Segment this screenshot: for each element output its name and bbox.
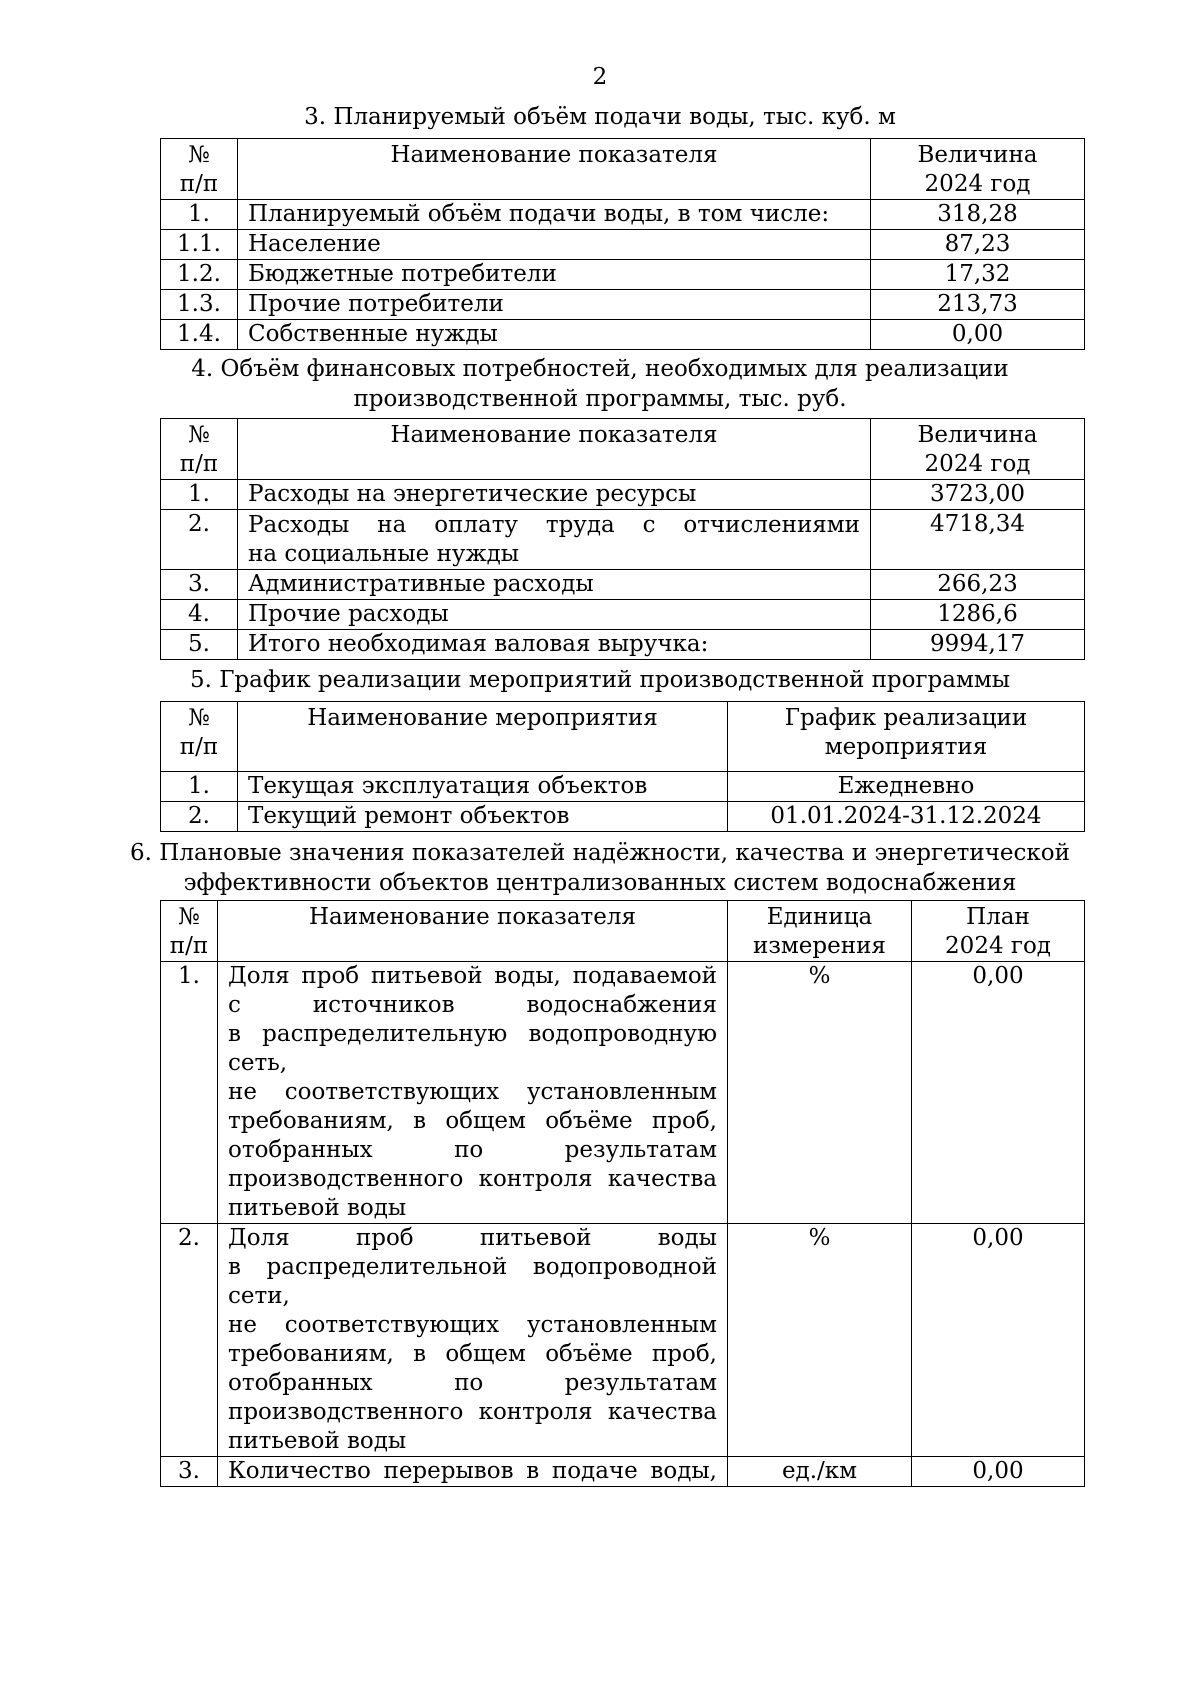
row-plan: 0,00 [912, 962, 1085, 1224]
table-row [161, 1224, 1085, 1457]
header-plan: План 2024 год [912, 901, 1085, 962]
header-schedule: График реализации мероприятия [728, 702, 1085, 772]
table-row [161, 1457, 1085, 1487]
row-name: Прочие потребители [238, 290, 871, 320]
table-row [161, 772, 1085, 802]
header-name: Наименование показателя [238, 139, 871, 200]
row-value: 0,00 [871, 320, 1085, 350]
row-num: 5. [161, 630, 238, 660]
header-num: № п/п [161, 419, 238, 480]
table-header-row [161, 139, 1085, 200]
row-name: Бюджетные потребители [238, 260, 871, 290]
row-unit: ед./км [728, 1457, 912, 1487]
header-value: Величина 2024 год [871, 139, 1085, 200]
table-row [161, 200, 1085, 230]
row-unit: % [728, 962, 912, 1224]
table-header-row [161, 901, 1085, 962]
row-name: Текущая эксплуатация объектов [238, 772, 728, 802]
row-value: 213,73 [871, 290, 1085, 320]
row-num: 2. [161, 1224, 218, 1457]
table-row [161, 290, 1085, 320]
row-value: 9994,17 [871, 630, 1085, 660]
table-row [161, 630, 1085, 660]
table-row [161, 510, 1085, 570]
table-row [161, 260, 1085, 290]
section4-title: 4. Объём финансовых потребностей, необходимых для реализации производственной программы, тыс. руб. [191, 356, 1009, 412]
header-value: Величина 2024 год [871, 419, 1085, 480]
row-num: 1.1. [161, 230, 238, 260]
row-name: Административные расходы [238, 570, 871, 600]
section5-title: 5. График реализации мероприятий производственной программы [189, 667, 1011, 693]
row-plan: 0,00 [912, 1457, 1085, 1487]
row-name: Итого необходимая валовая выручка: [238, 630, 871, 660]
table-row [161, 320, 1085, 350]
header-name: Наименование мероприятия [238, 702, 728, 772]
table-row [161, 802, 1085, 832]
row-name: Текущий ремонт объектов [238, 802, 728, 832]
row-num: 2. [161, 510, 238, 570]
row-name: Население [238, 230, 871, 260]
row-num: 1. [161, 480, 238, 510]
header-name: Наименование показателя [238, 419, 871, 480]
row-name: Расходы на оплату труда с отчислениями на социальные нужды [238, 510, 871, 570]
row-num: 1.4. [161, 320, 238, 350]
table-header-row [161, 702, 1085, 772]
row-name: Доля проб питьевой воды в распределительной водопроводной сети, не соответствующих установленным требованиям, в общем объёме проб, отобранных по результатам производственного контроля качества питьевой воды [218, 1224, 728, 1457]
row-name: Расходы на энергетические ресурсы [238, 480, 871, 510]
table-header-row [161, 419, 1085, 480]
row-num: 1. [161, 962, 218, 1224]
row-num: 4. [161, 600, 238, 630]
page-number: 2 [592, 64, 608, 90]
table-row [161, 570, 1085, 600]
row-value: 318,28 [871, 200, 1085, 230]
section3-title: 3. Планируемый объём подачи воды, тыс. куб. м [304, 104, 896, 130]
row-value: 266,23 [871, 570, 1085, 600]
header-num: № п/п [161, 901, 218, 962]
row-num: 1. [161, 200, 238, 230]
row-value: 87,23 [871, 230, 1085, 260]
row-schedule: 01.01.2024-31.12.2024 [728, 802, 1085, 832]
section6-table [160, 900, 1085, 1487]
row-num: 1.2. [161, 260, 238, 290]
row-name: Собственные нужды [238, 320, 871, 350]
row-num: 3. [161, 570, 238, 600]
row-name: Доля проб питьевой воды, подаваемой с источников водоснабжения в распределительную водопроводную сеть, не соответствующих установленным требованиям, в общем объёме проб, отобранных по результатам производственного контроля качества питьевой воды [218, 962, 728, 1224]
row-value: 17,32 [871, 260, 1085, 290]
header-num: № п/п [161, 139, 238, 200]
row-num: 3. [161, 1457, 218, 1487]
table-row [161, 480, 1085, 510]
header-num: № п/п [161, 702, 238, 772]
section6-title: 6. Плановые значения показателей надёжности, качества и энергетической эффективности объектов централизованных систем водоснабжения [130, 840, 1070, 896]
section4-table [160, 418, 1085, 660]
row-num: 1.3. [161, 290, 238, 320]
table-row [161, 600, 1085, 630]
row-unit: % [728, 1224, 912, 1457]
table-row [161, 962, 1085, 1224]
row-name: Прочие расходы [238, 600, 871, 630]
row-num: 1. [161, 772, 238, 802]
row-name: Количество перерывов в подаче воды, [218, 1457, 728, 1487]
header-unit: Единица измерения [728, 901, 912, 962]
row-value: 1286,6 [871, 600, 1085, 630]
row-value: 3723,00 [871, 480, 1085, 510]
section3-table [160, 138, 1085, 350]
row-num: 2. [161, 802, 238, 832]
row-name: Планируемый объём подачи воды, в том числе: [238, 200, 871, 230]
table-row [161, 230, 1085, 260]
row-plan: 0,00 [912, 1224, 1085, 1457]
header-name: Наименование показателя [218, 901, 728, 962]
row-schedule: Ежедневно [728, 772, 1085, 802]
row-value: 4718,34 [871, 510, 1085, 570]
section5-table [160, 701, 1085, 832]
